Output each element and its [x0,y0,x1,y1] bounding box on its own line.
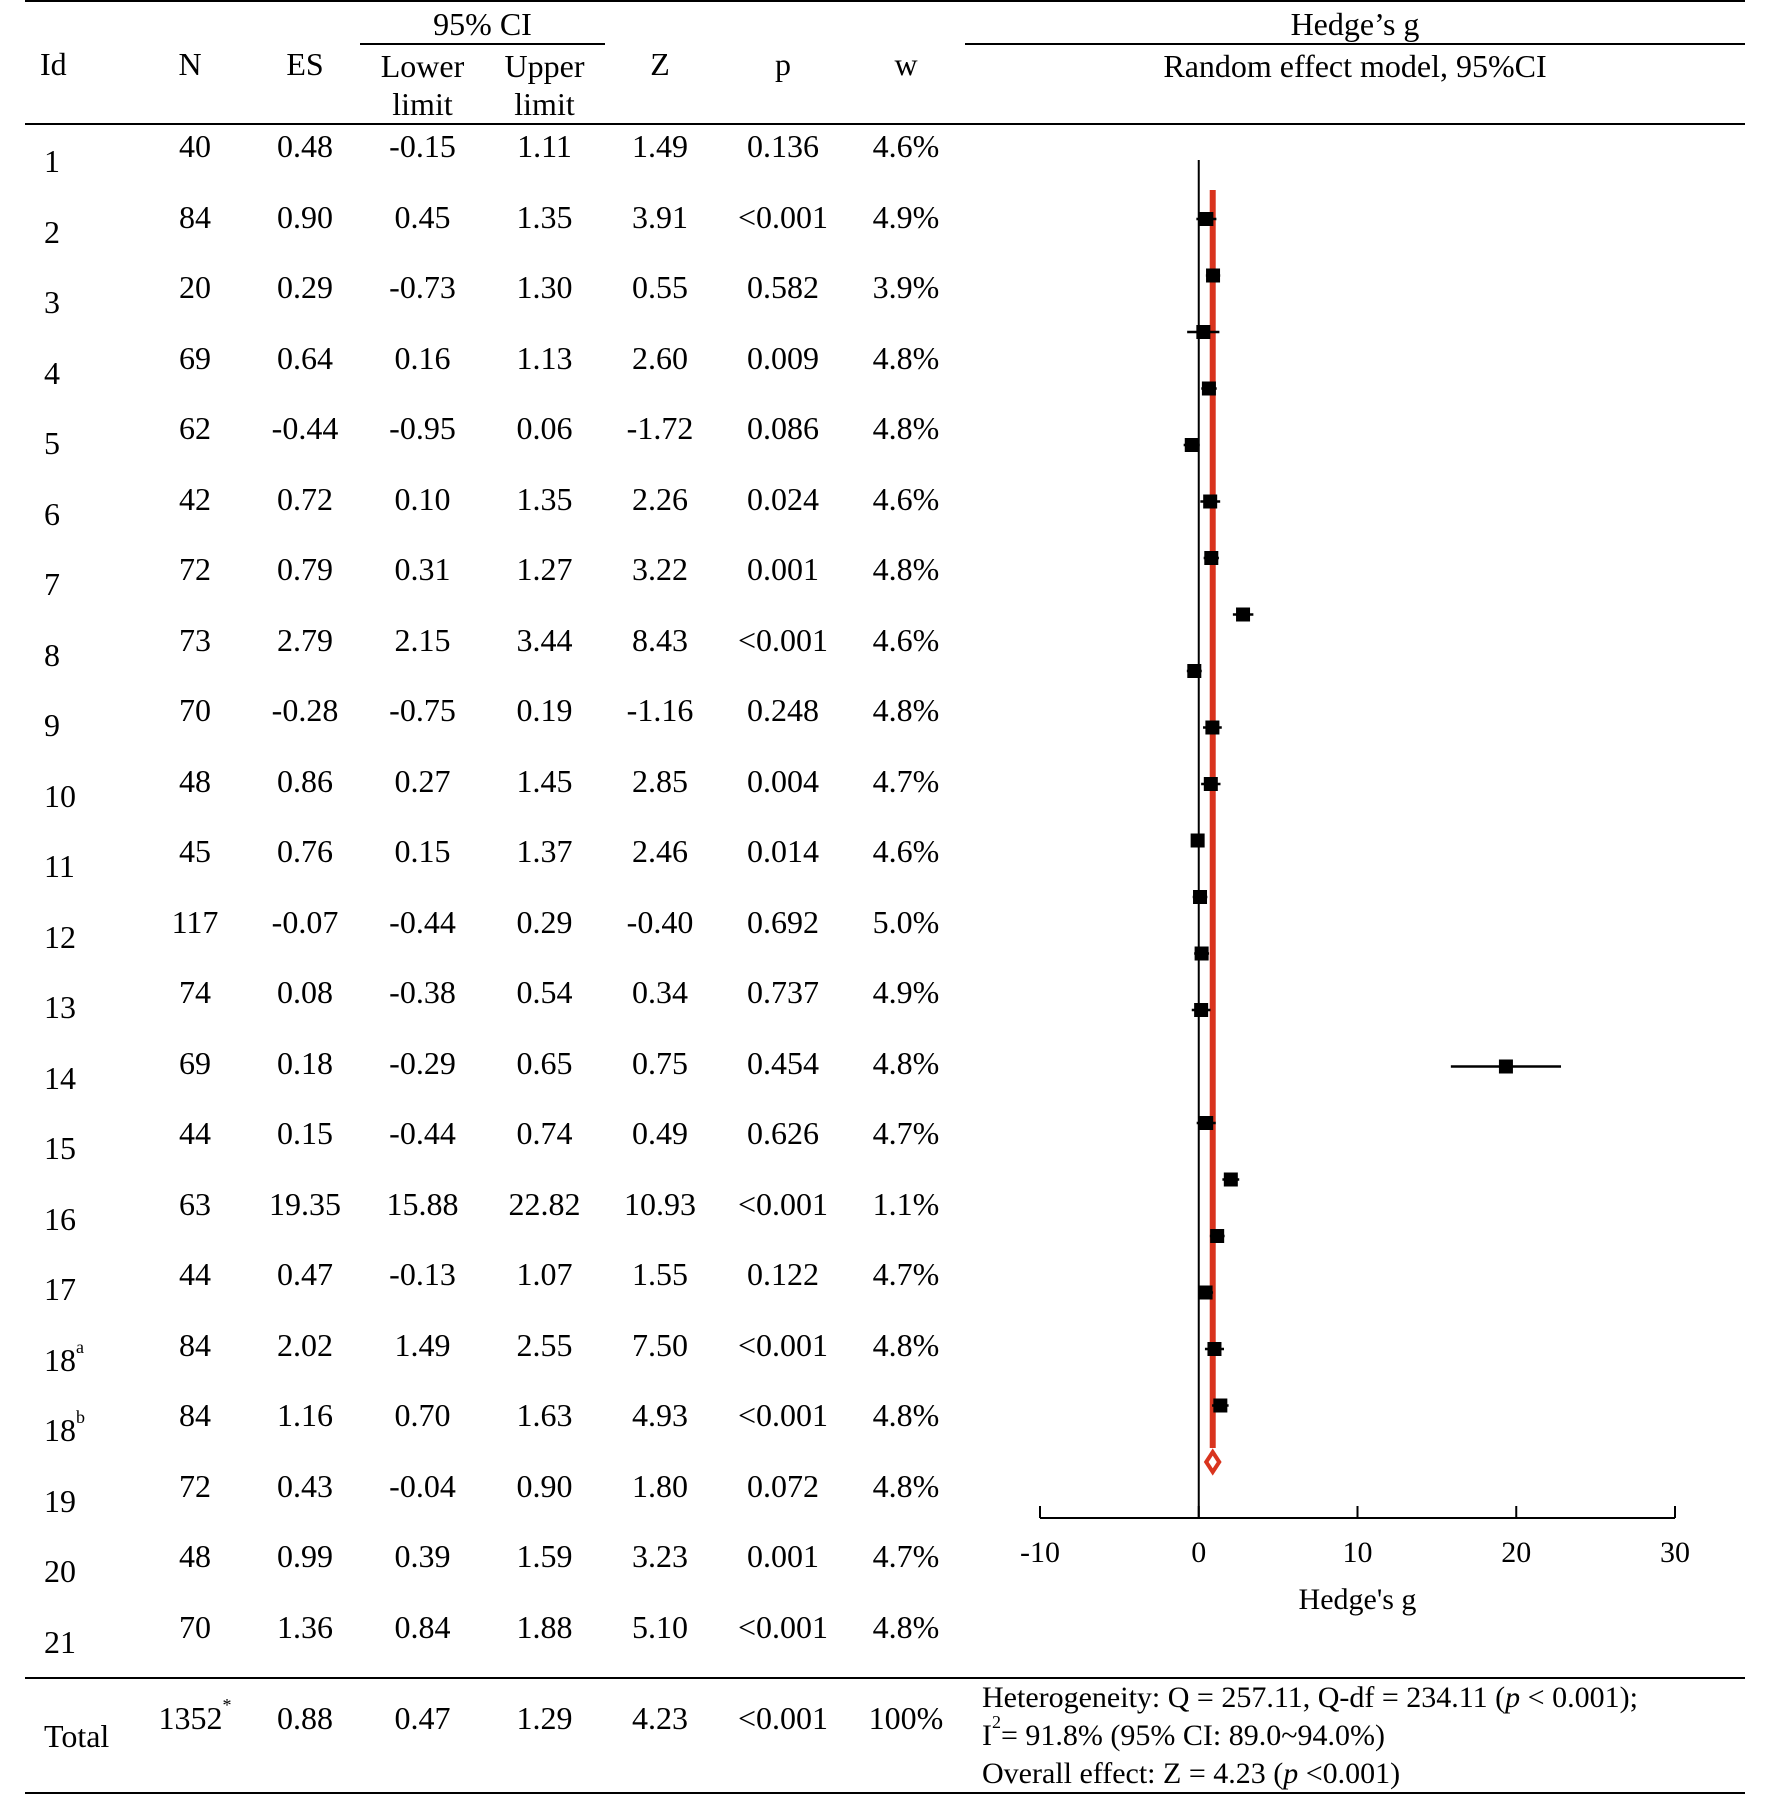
header-n: N [178,46,202,82]
row-upper: 1.35 [516,199,573,235]
row-p: <0.001 [737,1397,829,1433]
row-w: 4.6% [872,622,940,658]
total-label: Total [44,1718,110,1754]
row-lower: 0.45 [394,199,451,235]
row-n: 72 [179,551,211,587]
effect-marker [1202,382,1216,396]
header-lower-limit: limit [392,86,453,122]
row-upper: 1.37 [516,833,573,869]
x-tick-label: 10 [1342,1536,1373,1569]
row-id-text: 13 [44,989,76,1025]
row-upper: 1.13 [516,340,573,376]
row-n: 40 [179,128,211,164]
row-p: <0.001 [737,1186,829,1222]
row-upper: 0.90 [516,1468,573,1504]
row-n: 48 [179,763,211,799]
row-upper: 1.27 [516,551,573,587]
effect-marker [1205,721,1219,735]
row-upper: 0.06 [516,410,573,446]
effect-marker [1193,890,1207,904]
row-id-text: 5 [44,425,60,461]
row-n: 42 [179,481,211,517]
row-lower: 0.84 [394,1609,451,1645]
i-squared-symbol: I [982,1719,992,1752]
row-n: 63 [179,1186,211,1222]
row-w: 4.9% [872,974,940,1010]
row-lower: -0.44 [389,1115,456,1151]
total-p: <0.001 [737,1700,829,1736]
row-id-text: 20 [44,1553,76,1589]
row-n: 69 [179,340,211,376]
row-z: -1.72 [626,410,694,446]
row-z: 4.93 [632,1397,688,1433]
row-n: 44 [179,1115,211,1151]
row-lower: -0.13 [389,1256,456,1292]
row-id-text: 4 [44,355,60,391]
row-n: 72 [179,1468,211,1504]
row-lower: 0.16 [394,340,451,376]
row-lower: 2.15 [394,622,451,658]
heterogeneity-line [982,1680,1638,1716]
row-es: 0.72 [277,481,333,517]
row-z: 3.91 [632,199,688,235]
row-w: 4.6% [872,481,940,517]
row-upper: 1.45 [516,763,573,799]
row-id-sup: b [76,1407,85,1428]
row-z: 0.34 [632,974,688,1010]
row-es: 0.18 [277,1045,333,1081]
effect-marker [1203,495,1217,509]
row-p: 0.001 [747,1538,819,1574]
pooled-diamond [1206,1452,1219,1472]
total-lower: 0.47 [394,1700,451,1736]
header-upper-limit: limit [514,86,575,122]
heterogeneity-text: Heterogeneity: Q = 257.11, Q-df = 234.11 ( [982,1681,1506,1714]
row-id-text: 15 [44,1130,76,1166]
row-z: 2.85 [632,763,688,799]
total-n-sup: * [222,1695,232,1716]
row-upper: 3.44 [516,622,573,658]
row-lower: -0.29 [389,1045,456,1081]
row-w: 4.7% [872,763,940,799]
x-axis-label: Hedge's g [1298,1583,1417,1616]
effect-marker [1185,438,1199,452]
plot-subtitle: Random effect model, 95%CI [1163,48,1547,84]
effect-marker [1195,947,1209,961]
row-w: 4.8% [872,692,940,728]
row-es: 0.15 [277,1115,333,1151]
i-squared-sup: 2 [992,1712,1001,1732]
row-es: 19.35 [269,1186,341,1222]
row-id-text: 1 [44,143,60,179]
plot-title: Hedge’s g [1290,6,1420,42]
header-es: ES [286,46,324,82]
row-p: 0.001 [747,551,819,587]
effect-marker [1204,551,1218,565]
row-upper: 1.30 [516,269,573,305]
header-p: p [775,46,791,82]
row-p: 0.014 [747,833,819,869]
row-lower: -0.44 [389,904,456,940]
row-p: 0.626 [747,1115,819,1151]
row-id-text: 21 [44,1624,76,1660]
row-p: <0.001 [737,622,829,658]
row-id-text: 17 [44,1271,76,1307]
effect-marker [1206,269,1220,283]
row-lower: 15.88 [386,1186,459,1222]
x-tick-label: 20 [1501,1536,1532,1569]
header-w: w [894,46,918,82]
row-id-text: 8 [44,637,60,673]
effect-marker [1194,1003,1208,1017]
row-id-text: 14 [44,1060,76,1096]
effect-marker [1187,664,1201,678]
i-squared-value: = 91.8% (95% CI: 89.0~94.0%) [1001,1719,1385,1752]
x-tick-label: 30 [1660,1536,1690,1569]
row-upper: 1.35 [516,481,573,517]
effect-marker [1199,212,1213,226]
row-z: 1.49 [632,128,688,164]
row-w: 4.8% [872,340,940,376]
row-es: 0.08 [277,974,333,1010]
row-es: 1.16 [277,1397,333,1433]
row-n: 20 [179,269,211,305]
overall-effect-text: Overall effect: Z = 4.23 ( [982,1757,1284,1790]
row-n: 84 [179,199,211,235]
effect-marker [1191,834,1205,848]
row-w: 4.9% [872,199,940,235]
row-n: 70 [179,1609,211,1645]
header-id: Id [40,46,67,82]
effect-marker [1199,1116,1213,1130]
row-w: 4.8% [872,1327,940,1363]
header-lower: Lower [380,48,465,84]
row-es: 0.43 [277,1468,333,1504]
row-es: 0.79 [277,551,333,587]
overall-effect-p: p [1283,1757,1299,1790]
row-es: 0.47 [277,1256,333,1292]
row-es: 0.99 [277,1538,333,1574]
row-p: 0.248 [747,692,819,728]
row-lower: 0.39 [394,1538,451,1574]
row-lower: -0.15 [389,128,456,164]
total-n-value: 1352 [158,1700,223,1736]
row-upper: 1.63 [516,1397,573,1433]
row-p: 0.024 [747,481,819,517]
x-tick-label: -10 [1020,1536,1060,1569]
total-upper: 1.29 [516,1700,573,1736]
row-id-sup: a [76,1337,84,1358]
row-id-text: 18 [44,1342,76,1378]
effect-marker [1207,1342,1221,1356]
header-ci: 95% CI [433,6,532,42]
header-z: Z [650,46,670,82]
overall-effect-p-value: <0.001) [1298,1757,1401,1790]
row-z: 5.10 [632,1609,688,1645]
row-upper: 1.07 [516,1256,573,1292]
row-w: 4.8% [872,1609,940,1645]
row-w: 4.6% [872,833,940,869]
effect-marker [1204,777,1218,791]
row-p: 0.122 [747,1256,819,1292]
row-z: -1.16 [626,692,694,728]
row-upper: 0.65 [516,1045,573,1081]
row-w: 4.8% [872,1468,940,1504]
row-n: 74 [179,974,211,1010]
row-p: 0.692 [747,904,819,940]
x-tick-label: 0 [1191,1536,1207,1569]
row-es: -0.28 [271,692,339,728]
effect-marker [1199,1286,1213,1300]
row-es: 0.29 [277,269,333,305]
row-w: 3.9% [872,269,940,305]
row-p: 0.582 [747,269,819,305]
row-z: 3.23 [632,1538,688,1574]
row-p: 0.072 [747,1468,819,1504]
row-n: 44 [179,1256,211,1292]
row-p: 0.009 [747,340,819,376]
row-n: 73 [179,622,211,658]
row-lower: 0.31 [394,551,451,587]
row-upper: 2.55 [516,1327,573,1363]
row-upper: 1.11 [517,128,572,164]
row-p: <0.001 [737,1327,829,1363]
row-p: 0.737 [747,974,819,1010]
row-n: 69 [179,1045,211,1081]
row-z: 2.26 [632,481,688,517]
row-lower: 0.70 [394,1397,451,1433]
row-es: 0.86 [277,763,333,799]
row-id-text: 10 [44,778,76,814]
header-upper: Upper [504,48,585,84]
row-es: 0.64 [277,340,333,376]
row-w: 4.6% [872,128,940,164]
row-lower: 0.27 [394,763,451,799]
row-id-text: 2 [44,214,60,250]
row-lower: 0.10 [394,481,451,517]
effect-marker [1236,608,1250,622]
row-z: 0.49 [632,1115,688,1151]
row-es: 0.48 [277,128,333,164]
row-id-text: 7 [44,566,60,602]
row-n: 84 [179,1327,211,1363]
effect-marker [1499,1060,1513,1074]
row-lower: -0.38 [389,974,456,1010]
row-lower: -0.04 [389,1468,456,1504]
row-p: 0.136 [747,128,819,164]
row-p: <0.001 [737,1609,829,1645]
row-id-text: 3 [44,284,60,320]
row-w: 4.7% [872,1115,940,1151]
row-id-text: 11 [44,848,75,884]
row-n: 62 [179,410,211,446]
row-upper: 0.74 [516,1115,573,1151]
heterogeneity-p-value: < 0.001); [1520,1681,1638,1714]
row-w: 4.8% [872,1397,940,1433]
row-w: 4.7% [872,1256,940,1292]
row-z: 10.93 [624,1186,696,1222]
row-upper: 22.82 [508,1186,581,1222]
row-upper: 0.54 [516,974,573,1010]
i-squared-line [982,1712,1385,1754]
row-es: 2.02 [277,1327,333,1363]
row-id-text: 9 [44,707,60,743]
row-n: 84 [179,1397,211,1433]
row-upper: 0.19 [516,692,573,728]
row-z: 2.46 [632,833,688,869]
total-es: 0.88 [277,1700,333,1736]
row-upper: 1.59 [516,1538,573,1574]
row-lower: -0.95 [389,410,456,446]
row-w: 5.0% [872,904,940,940]
effect-marker [1210,1229,1224,1243]
row-n: 48 [179,1538,211,1574]
row-z: 1.80 [632,1468,688,1504]
row-w: 1.1% [872,1186,940,1222]
total-w: 100% [868,1700,944,1736]
row-id-text: 12 [44,919,76,955]
row-w: 4.8% [872,1045,940,1081]
row-n: 117 [171,904,219,940]
row-id-text: 16 [44,1201,76,1237]
row-z: 7.50 [632,1327,688,1363]
row-p: <0.001 [737,199,829,235]
overall-effect-line [982,1756,1400,1792]
effect-marker [1196,325,1210,339]
effect-marker [1213,1399,1227,1413]
row-id-text: 6 [44,496,60,532]
row-es: 2.79 [277,622,333,658]
total-z: 4.23 [632,1700,688,1736]
row-w: 4.7% [872,1538,940,1574]
row-id-text: 18 [44,1412,76,1448]
row-n: 45 [179,833,211,869]
row-p: 0.086 [747,410,819,446]
row-z: -0.40 [626,904,694,940]
row-p: 0.004 [747,763,819,799]
row-w: 4.8% [872,410,940,446]
row-z: 8.43 [632,622,688,658]
row-lower: 0.15 [394,833,451,869]
effect-marker [1224,1173,1238,1187]
row-w: 4.8% [872,551,940,587]
row-es: -0.44 [271,410,339,446]
row-id-text: 19 [44,1483,76,1519]
row-es: 1.36 [277,1609,333,1645]
row-p: 0.454 [747,1045,819,1081]
row-upper: 0.29 [516,904,573,940]
row-z: 1.55 [632,1256,688,1292]
row-z: 0.55 [632,269,688,305]
heterogeneity-p: p [1505,1681,1521,1714]
row-lower: -0.75 [389,692,456,728]
row-es: 0.90 [277,199,333,235]
row-lower: 1.49 [394,1327,451,1363]
row-z: 0.75 [632,1045,688,1081]
row-es: 0.76 [277,833,333,869]
row-lower: -0.73 [389,269,456,305]
row-upper: 1.88 [516,1609,573,1645]
row-z: 2.60 [632,340,688,376]
row-n: 70 [179,692,211,728]
row-z: 3.22 [632,551,688,587]
row-es: -0.07 [271,904,339,940]
